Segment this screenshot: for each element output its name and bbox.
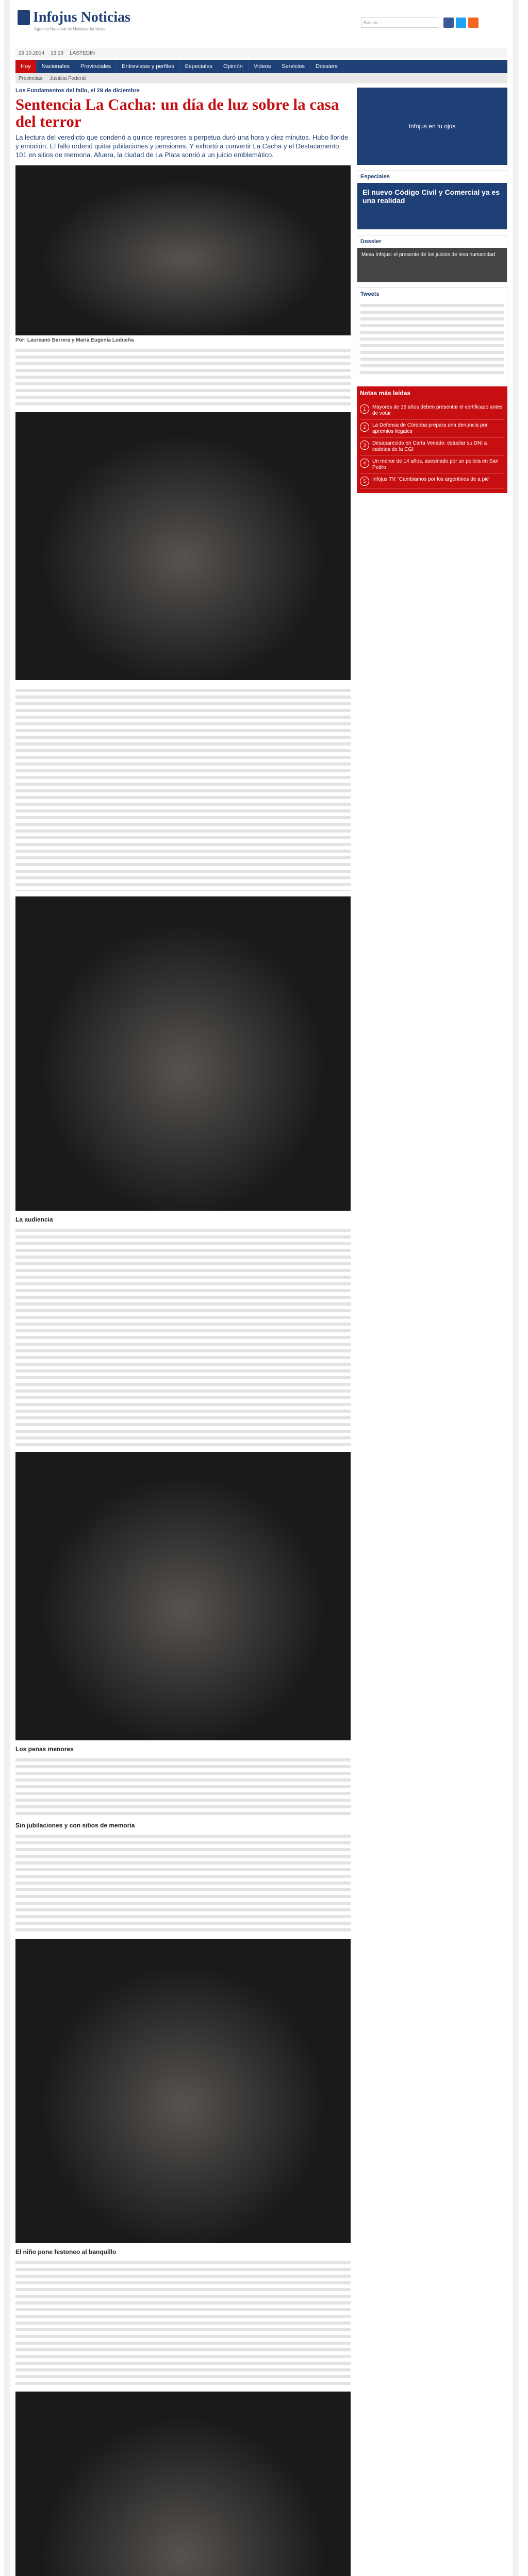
sidebar [357, 88, 507, 493]
nav-item-hoy[interactable]: Hoy [15, 60, 37, 73]
list-item[interactable]: 2 La Defensa de Córdoba prepara una denuncia por apremios ilegales [360, 420, 504, 438]
article-subhead: El niño pone festoneo al banquillo [15, 2248, 117, 2256]
article [15, 88, 351, 2576]
dossier-text: Mesa Infojus: el presente de los juicios de lesa humanidad [357, 248, 507, 282]
article-subhead: Los penas menores [15, 1745, 74, 1753]
article-body-text [15, 1225, 351, 1447]
dossier-box[interactable] [357, 235, 507, 282]
list-item[interactable]: 5 Infojus TV: 'Cambiamos por los argentinos de a pie' [360, 474, 504, 489]
rss-icon[interactable] [468, 18, 478, 28]
facebook-icon[interactable] [443, 18, 454, 28]
mas-leidas-box [357, 386, 507, 493]
twitter-icon[interactable] [456, 18, 466, 28]
tweets-feed [360, 300, 504, 378]
nav-item-entrevistas[interactable]: Entrevistas y perfiles [117, 60, 179, 73]
nav-item-nacionales[interactable]: Nacionales [37, 60, 75, 73]
date-bar [15, 48, 507, 58]
article-photo-2 [15, 412, 351, 680]
nav-item-dossiers[interactable]: Dossiers [310, 60, 343, 73]
nav-item-opinion[interactable]: Opinión [218, 60, 249, 73]
article-headline: Sentencia La Cacha: un día de luz sobre la casa del terror [15, 95, 339, 130]
especiales-title: Especiales [360, 174, 390, 180]
article-subhead: La audiencia [15, 1216, 53, 1223]
page-wrapper [4, 0, 519, 2576]
current-time: 13:23 [51, 50, 64, 56]
tweets-title: Tweets [360, 291, 380, 297]
site-logo[interactable] [18, 9, 131, 31]
article-body-text [15, 1831, 351, 1934]
article-kicker: Los Fundamentos del fallo, el 29 de diciembre [15, 88, 140, 94]
tweets-box [357, 287, 507, 381]
list-item[interactable]: 1 Mayores de 16 años deben presentar el certificado antes de votar [360, 402, 504, 420]
logo-tagline: Agencia Nacional de Noticias Jurídicas [34, 27, 106, 31]
breadcrumb-item[interactable]: Provincias [19, 75, 43, 81]
article-photo-5 [15, 1939, 351, 2243]
mas-leidas-title: Notas más leídas [357, 386, 507, 400]
nav-item-videos[interactable]: Videos [249, 60, 276, 73]
article-photo-4 [15, 1452, 351, 1740]
article-body-text [15, 345, 351, 407]
sidebar-ad-title: Infojus en tu ojos [408, 123, 456, 130]
social-links [443, 18, 478, 28]
logo-text: Infojus Noticias [33, 9, 131, 25]
list-item[interactable]: 4 Un menor de 14 años, asesinado por un policía en San Pedro [360, 456, 504, 474]
site-header [10, 0, 513, 45]
especiales-text: El nuevo Código Civil y Comercial ya es una realidad [357, 183, 507, 229]
current-date: 29.10.2014 [19, 50, 45, 56]
article-main-photo [15, 165, 351, 335]
article-photo-3 [15, 896, 351, 1211]
breadcrumb-item[interactable]: Justicia Federal [50, 75, 86, 81]
logo-mark-icon [18, 10, 30, 25]
article-author: Por: Laureano Barrera y María Eugenia Ludueña [15, 337, 134, 343]
page [10, 0, 513, 2576]
dossier-title: Dossier [360, 239, 382, 245]
article-lead: La lectura del veredicto que condenó a quince represores a perpetua duró una hora y diez minutos. Hubo lloride y emoción. El fallo ordenó quitar jubilaciones y pensiones. Y exhortó a convertir La Cacha y el Destacamento 101 en sitios de memoria. Afuera, la ciudad de La Plata sonrió a un juicio emblemático. [15, 133, 349, 159]
breadcrumb [15, 73, 507, 83]
especiales-box[interactable] [357, 170, 507, 230]
article-body-text [15, 685, 351, 891]
main-nav [15, 60, 507, 73]
nav-item-servicios[interactable]: Servicios [276, 60, 310, 73]
article-body-text [15, 1755, 351, 1817]
nav-item-provinciales[interactable]: Provinciales [75, 60, 117, 73]
search-input[interactable]: Buscar... [361, 18, 438, 28]
article-subhead: Sin jubilaciones y con sitios de memoria [15, 1822, 135, 1829]
nav-item-especiales[interactable]: Especiales [180, 60, 218, 73]
list-item[interactable]: 3 Desaparecido en Carta Venado: estudiar su DNI a cadetes de la CGI [360, 438, 504, 456]
edition-label: LASTEDIN [70, 50, 95, 56]
mas-leidas-list [357, 400, 507, 493]
article-body-text [15, 2258, 351, 2386]
sidebar-ad-banner[interactable] [357, 88, 507, 165]
article-photo-6 [15, 2392, 351, 2576]
